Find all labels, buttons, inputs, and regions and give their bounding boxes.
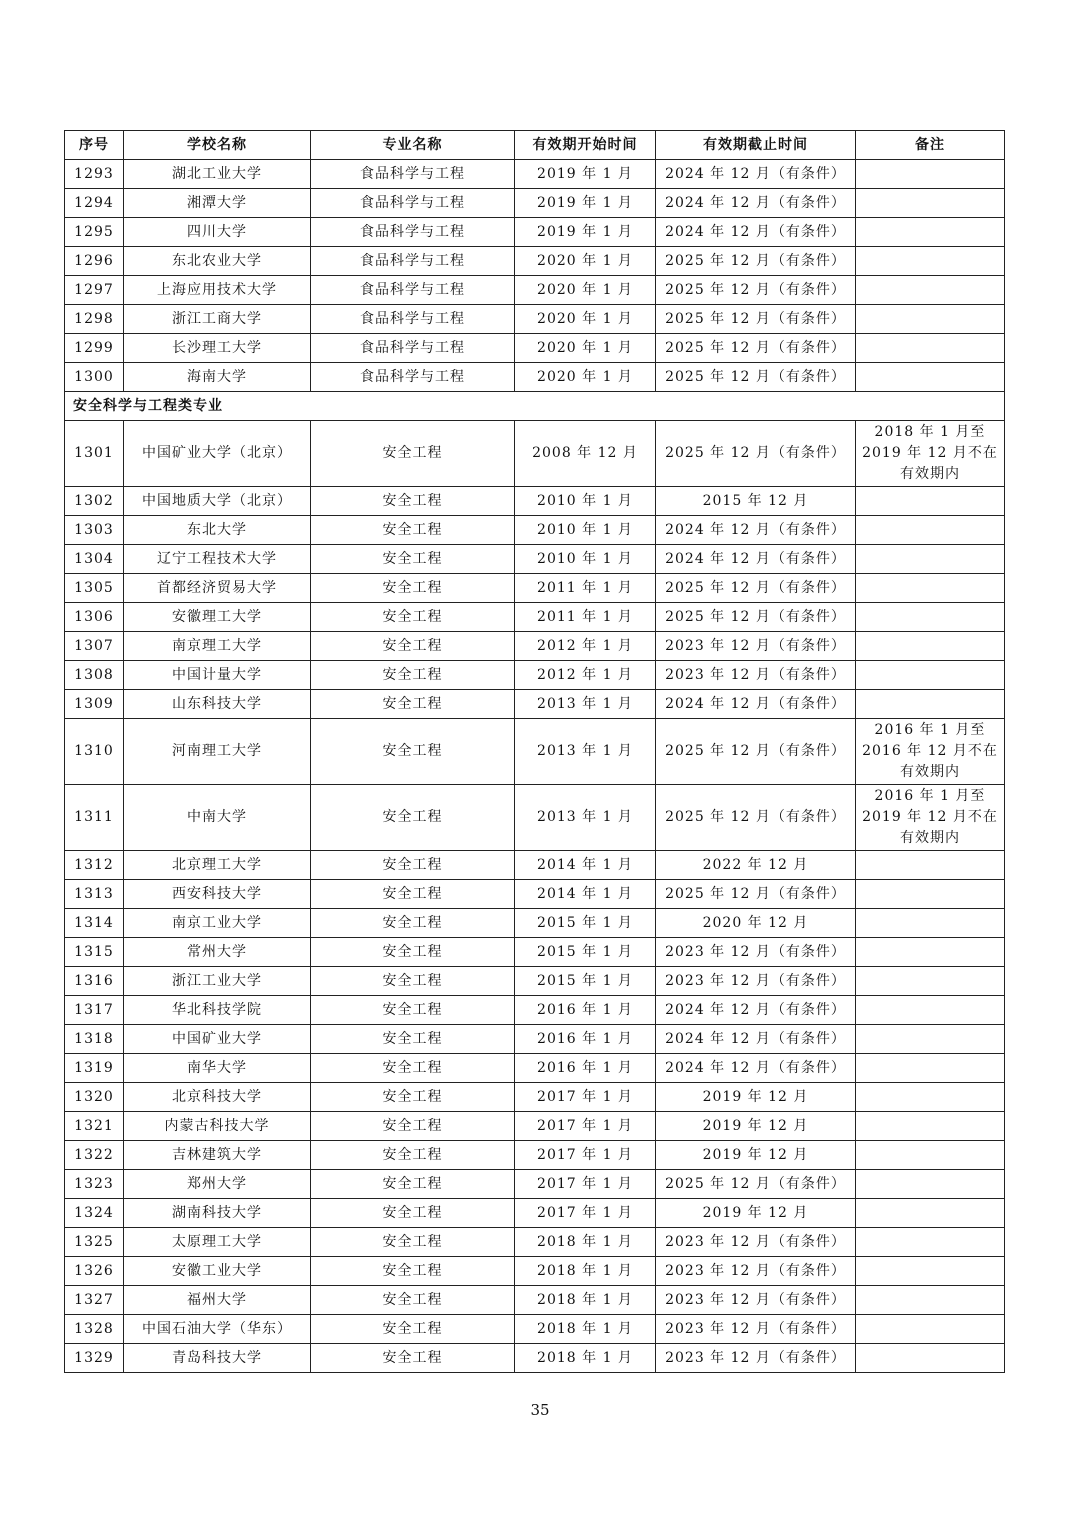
cell-major: 安全工程 bbox=[311, 1083, 515, 1112]
cell-index: 1308 bbox=[65, 661, 124, 690]
table-row bbox=[65, 218, 1005, 247]
cell-school: 西安科技大学 bbox=[124, 880, 311, 909]
cell-school: 湖北工业大学 bbox=[124, 160, 311, 189]
cell-remark bbox=[856, 487, 1005, 516]
cell-end: 2023 年 12 月（有条件） bbox=[656, 1228, 856, 1257]
cell-start: 2011 年 1 月 bbox=[515, 603, 656, 632]
cell-index: 1319 bbox=[65, 1054, 124, 1083]
cell-major: 安全工程 bbox=[311, 421, 515, 487]
cell-index: 1318 bbox=[65, 1025, 124, 1054]
cell-index: 1323 bbox=[65, 1170, 124, 1199]
page-number: 35 bbox=[530, 1401, 550, 1419]
cell-school: 海南大学 bbox=[124, 363, 311, 392]
table-row bbox=[65, 1083, 1005, 1112]
cell-index: 1300 bbox=[65, 363, 124, 392]
table-row bbox=[65, 632, 1005, 661]
cell-school: 北京理工大学 bbox=[124, 851, 311, 880]
table-row bbox=[65, 421, 1005, 487]
cell-remark bbox=[856, 1083, 1005, 1112]
table-row bbox=[65, 719, 1005, 785]
cell-remark bbox=[856, 218, 1005, 247]
table-row bbox=[65, 363, 1005, 392]
cell-index: 1303 bbox=[65, 516, 124, 545]
cell-start: 2019 年 1 月 bbox=[515, 160, 656, 189]
cell-end: 2023 年 12 月（有条件） bbox=[656, 632, 856, 661]
cell-end: 2023 年 12 月（有条件） bbox=[656, 967, 856, 996]
cell-end: 2023 年 12 月（有条件） bbox=[656, 1257, 856, 1286]
cell-index: 1317 bbox=[65, 996, 124, 1025]
table-row bbox=[65, 1344, 1005, 1373]
cell-major: 安全工程 bbox=[311, 603, 515, 632]
cell-major: 安全工程 bbox=[311, 967, 515, 996]
table-row bbox=[65, 967, 1005, 996]
cell-end: 2024 年 12 月（有条件） bbox=[656, 160, 856, 189]
cell-start: 2010 年 1 月 bbox=[515, 545, 656, 574]
cell-school: 湘潭大学 bbox=[124, 189, 311, 218]
table-row bbox=[65, 276, 1005, 305]
cell-index: 1298 bbox=[65, 305, 124, 334]
cell-major: 安全工程 bbox=[311, 851, 515, 880]
header-start: 有效期开始时间 bbox=[515, 131, 656, 160]
header-index: 序号 bbox=[65, 131, 124, 160]
cell-index: 1328 bbox=[65, 1315, 124, 1344]
cell-start: 2016 年 1 月 bbox=[515, 996, 656, 1025]
table-row bbox=[65, 487, 1005, 516]
cell-major: 安全工程 bbox=[311, 690, 515, 719]
cell-end: 2025 年 12 月（有条件） bbox=[656, 719, 856, 785]
cell-school: 福州大学 bbox=[124, 1286, 311, 1315]
cell-start: 2018 年 1 月 bbox=[515, 1228, 656, 1257]
table-header-row bbox=[65, 131, 1005, 160]
cell-remark bbox=[856, 1025, 1005, 1054]
cell-school: 北京科技大学 bbox=[124, 1083, 311, 1112]
cell-remark bbox=[856, 1112, 1005, 1141]
cell-major: 安全工程 bbox=[311, 880, 515, 909]
cell-start: 2017 年 1 月 bbox=[515, 1083, 656, 1112]
cell-major: 安全工程 bbox=[311, 574, 515, 603]
cell-index: 1320 bbox=[65, 1083, 124, 1112]
cell-index: 1327 bbox=[65, 1286, 124, 1315]
table-row bbox=[65, 880, 1005, 909]
cell-start: 2020 年 1 月 bbox=[515, 305, 656, 334]
table-row bbox=[65, 1170, 1005, 1199]
cell-end: 2022 年 12 月 bbox=[656, 851, 856, 880]
cell-end: 2025 年 12 月（有条件） bbox=[656, 363, 856, 392]
cell-index: 1302 bbox=[65, 487, 124, 516]
cell-major: 安全工程 bbox=[311, 1228, 515, 1257]
cell-major: 安全工程 bbox=[311, 545, 515, 574]
header-major: 专业名称 bbox=[311, 131, 515, 160]
cell-remark bbox=[856, 516, 1005, 545]
cell-remark: 2016 年 1 月至 2019 年 12 月不在有效期内 bbox=[856, 785, 1005, 851]
cell-major: 食品科学与工程 bbox=[311, 160, 515, 189]
cell-end: 2019 年 12 月 bbox=[656, 1083, 856, 1112]
cell-major: 安全工程 bbox=[311, 1344, 515, 1373]
cell-major: 食品科学与工程 bbox=[311, 189, 515, 218]
cell-remark bbox=[856, 1344, 1005, 1373]
table-row bbox=[65, 160, 1005, 189]
cell-end: 2025 年 12 月（有条件） bbox=[656, 247, 856, 276]
cell-major: 安全工程 bbox=[311, 1054, 515, 1083]
cell-end: 2024 年 12 月（有条件） bbox=[656, 218, 856, 247]
cell-major: 安全工程 bbox=[311, 785, 515, 851]
cell-end: 2025 年 12 月（有条件） bbox=[656, 1170, 856, 1199]
cell-remark bbox=[856, 189, 1005, 218]
cell-index: 1312 bbox=[65, 851, 124, 880]
cell-school: 河南理工大学 bbox=[124, 719, 311, 785]
cell-remark bbox=[856, 603, 1005, 632]
cell-remark bbox=[856, 880, 1005, 909]
cell-school: 浙江工业大学 bbox=[124, 967, 311, 996]
cell-start: 2016 年 1 月 bbox=[515, 1054, 656, 1083]
cell-end: 2023 年 12 月（有条件） bbox=[656, 938, 856, 967]
cell-end: 2015 年 12 月 bbox=[656, 487, 856, 516]
cell-start: 2013 年 1 月 bbox=[515, 719, 656, 785]
safety-engineering-rows bbox=[65, 421, 1005, 1373]
cell-end: 2023 年 12 月（有条件） bbox=[656, 661, 856, 690]
table-row bbox=[65, 545, 1005, 574]
cell-start: 2010 年 1 月 bbox=[515, 487, 656, 516]
cell-start: 2017 年 1 月 bbox=[515, 1199, 656, 1228]
cell-start: 2020 年 1 月 bbox=[515, 276, 656, 305]
cell-major: 安全工程 bbox=[311, 1199, 515, 1228]
cell-remark bbox=[856, 1199, 1005, 1228]
cell-end: 2020 年 12 月 bbox=[656, 909, 856, 938]
cell-major: 安全工程 bbox=[311, 1286, 515, 1315]
cell-school: 四川大学 bbox=[124, 218, 311, 247]
cell-major: 安全工程 bbox=[311, 1170, 515, 1199]
cell-remark bbox=[856, 574, 1005, 603]
cell-school: 东北大学 bbox=[124, 516, 311, 545]
cell-school: 长沙理工大学 bbox=[124, 334, 311, 363]
cell-school: 郑州大学 bbox=[124, 1170, 311, 1199]
cell-index: 1310 bbox=[65, 719, 124, 785]
cell-end: 2024 年 12 月（有条件） bbox=[656, 1054, 856, 1083]
table-row bbox=[65, 1286, 1005, 1315]
cell-end: 2023 年 12 月（有条件） bbox=[656, 1315, 856, 1344]
cell-school: 首都经济贸易大学 bbox=[124, 574, 311, 603]
cell-school: 浙江工商大学 bbox=[124, 305, 311, 334]
cell-remark bbox=[856, 1286, 1005, 1315]
cell-start: 2008 年 12 月 bbox=[515, 421, 656, 487]
section-title: 安全科学与工程类专业 bbox=[65, 392, 1005, 421]
cell-major: 食品科学与工程 bbox=[311, 247, 515, 276]
cell-end: 2019 年 12 月 bbox=[656, 1199, 856, 1228]
cell-start: 2016 年 1 月 bbox=[515, 1025, 656, 1054]
table-row bbox=[65, 690, 1005, 719]
cell-school: 南京理工大学 bbox=[124, 632, 311, 661]
table-row bbox=[65, 189, 1005, 218]
table-row bbox=[65, 1025, 1005, 1054]
cell-remark bbox=[856, 1257, 1005, 1286]
cell-school: 青岛科技大学 bbox=[124, 1344, 311, 1373]
cell-school: 中国矿业大学（北京） bbox=[124, 421, 311, 487]
cell-major: 安全工程 bbox=[311, 632, 515, 661]
cell-index: 1296 bbox=[65, 247, 124, 276]
table-row bbox=[65, 1228, 1005, 1257]
cell-school: 南京工业大学 bbox=[124, 909, 311, 938]
cell-start: 2011 年 1 月 bbox=[515, 574, 656, 603]
cell-start: 2017 年 1 月 bbox=[515, 1170, 656, 1199]
cell-remark bbox=[856, 996, 1005, 1025]
cell-end: 2024 年 12 月（有条件） bbox=[656, 516, 856, 545]
cell-end: 2025 年 12 月（有条件） bbox=[656, 880, 856, 909]
table-row bbox=[65, 305, 1005, 334]
cell-major: 安全工程 bbox=[311, 996, 515, 1025]
cell-start: 2012 年 1 月 bbox=[515, 632, 656, 661]
cell-index: 1324 bbox=[65, 1199, 124, 1228]
cell-end: 2025 年 12 月（有条件） bbox=[656, 785, 856, 851]
food-science-rows bbox=[65, 160, 1005, 392]
cell-remark bbox=[856, 1228, 1005, 1257]
cell-start: 2010 年 1 月 bbox=[515, 516, 656, 545]
section-header-row bbox=[65, 392, 1005, 421]
cell-remark bbox=[856, 632, 1005, 661]
cell-remark bbox=[856, 661, 1005, 690]
cell-start: 2018 年 1 月 bbox=[515, 1344, 656, 1373]
table-row bbox=[65, 1315, 1005, 1344]
cell-index: 1301 bbox=[65, 421, 124, 487]
cell-remark bbox=[856, 1315, 1005, 1344]
cell-index: 1321 bbox=[65, 1112, 124, 1141]
table-row bbox=[65, 247, 1005, 276]
cell-index: 1293 bbox=[65, 160, 124, 189]
table-row bbox=[65, 851, 1005, 880]
cell-remark: 2018 年 1 月至 2019 年 12 月不在有效期内 bbox=[856, 421, 1005, 487]
cell-index: 1316 bbox=[65, 967, 124, 996]
header-school: 学校名称 bbox=[124, 131, 311, 160]
cell-major: 安全工程 bbox=[311, 487, 515, 516]
cell-school: 太原理工大学 bbox=[124, 1228, 311, 1257]
cell-start: 2018 年 1 月 bbox=[515, 1286, 656, 1315]
accreditation-table bbox=[64, 130, 1005, 1373]
table-row bbox=[65, 785, 1005, 851]
table-row bbox=[65, 661, 1005, 690]
cell-school: 上海应用技术大学 bbox=[124, 276, 311, 305]
cell-major: 安全工程 bbox=[311, 909, 515, 938]
cell-index: 1325 bbox=[65, 1228, 124, 1257]
cell-school: 中国石油大学（华东） bbox=[124, 1315, 311, 1344]
cell-start: 2015 年 1 月 bbox=[515, 909, 656, 938]
cell-major: 安全工程 bbox=[311, 516, 515, 545]
cell-remark bbox=[856, 363, 1005, 392]
cell-school: 山东科技大学 bbox=[124, 690, 311, 719]
cell-remark bbox=[856, 690, 1005, 719]
cell-remark bbox=[856, 1141, 1005, 1170]
cell-school: 中南大学 bbox=[124, 785, 311, 851]
cell-end: 2024 年 12 月（有条件） bbox=[656, 690, 856, 719]
cell-school: 东北农业大学 bbox=[124, 247, 311, 276]
table-row bbox=[65, 574, 1005, 603]
table-row bbox=[65, 909, 1005, 938]
cell-school: 华北科技学院 bbox=[124, 996, 311, 1025]
cell-end: 2024 年 12 月（有条件） bbox=[656, 545, 856, 574]
cell-remark bbox=[856, 545, 1005, 574]
cell-school: 辽宁工程技术大学 bbox=[124, 545, 311, 574]
cell-end: 2024 年 12 月（有条件） bbox=[656, 1025, 856, 1054]
cell-index: 1299 bbox=[65, 334, 124, 363]
cell-index: 1295 bbox=[65, 218, 124, 247]
cell-index: 1311 bbox=[65, 785, 124, 851]
cell-start: 2017 年 1 月 bbox=[515, 1112, 656, 1141]
cell-end: 2025 年 12 月（有条件） bbox=[656, 334, 856, 363]
cell-index: 1326 bbox=[65, 1257, 124, 1286]
cell-end: 2023 年 12 月（有条件） bbox=[656, 1286, 856, 1315]
cell-remark bbox=[856, 247, 1005, 276]
cell-start: 2020 年 1 月 bbox=[515, 363, 656, 392]
cell-major: 食品科学与工程 bbox=[311, 363, 515, 392]
cell-end: 2024 年 12 月（有条件） bbox=[656, 996, 856, 1025]
cell-remark bbox=[856, 967, 1005, 996]
cell-index: 1307 bbox=[65, 632, 124, 661]
cell-school: 安徽理工大学 bbox=[124, 603, 311, 632]
cell-start: 2017 年 1 月 bbox=[515, 1141, 656, 1170]
cell-index: 1304 bbox=[65, 545, 124, 574]
table-row bbox=[65, 1141, 1005, 1170]
cell-remark bbox=[856, 276, 1005, 305]
cell-index: 1306 bbox=[65, 603, 124, 632]
table-row bbox=[65, 1257, 1005, 1286]
table-row bbox=[65, 516, 1005, 545]
cell-major: 食品科学与工程 bbox=[311, 334, 515, 363]
cell-index: 1322 bbox=[65, 1141, 124, 1170]
cell-end: 2025 年 12 月（有条件） bbox=[656, 603, 856, 632]
cell-major: 安全工程 bbox=[311, 719, 515, 785]
cell-start: 2014 年 1 月 bbox=[515, 851, 656, 880]
table-row bbox=[65, 1112, 1005, 1141]
cell-end: 2019 年 12 月 bbox=[656, 1141, 856, 1170]
cell-major: 安全工程 bbox=[311, 661, 515, 690]
table-row bbox=[65, 1199, 1005, 1228]
cell-major: 安全工程 bbox=[311, 938, 515, 967]
cell-end: 2019 年 12 月 bbox=[656, 1112, 856, 1141]
cell-start: 2015 年 1 月 bbox=[515, 938, 656, 967]
cell-school: 中国计量大学 bbox=[124, 661, 311, 690]
cell-school: 吉林建筑大学 bbox=[124, 1141, 311, 1170]
cell-start: 2013 年 1 月 bbox=[515, 690, 656, 719]
cell-major: 安全工程 bbox=[311, 1141, 515, 1170]
cell-end: 2024 年 12 月（有条件） bbox=[656, 189, 856, 218]
cell-start: 2020 年 1 月 bbox=[515, 334, 656, 363]
cell-school: 中国地质大学（北京） bbox=[124, 487, 311, 516]
table-row bbox=[65, 996, 1005, 1025]
table-row bbox=[65, 603, 1005, 632]
cell-school: 常州大学 bbox=[124, 938, 311, 967]
cell-end: 2025 年 12 月（有条件） bbox=[656, 574, 856, 603]
cell-start: 2015 年 1 月 bbox=[515, 967, 656, 996]
cell-index: 1294 bbox=[65, 189, 124, 218]
cell-index: 1297 bbox=[65, 276, 124, 305]
cell-end: 2025 年 12 月（有条件） bbox=[656, 421, 856, 487]
cell-major: 食品科学与工程 bbox=[311, 305, 515, 334]
cell-end: 2023 年 12 月（有条件） bbox=[656, 1344, 856, 1373]
cell-remark bbox=[856, 1170, 1005, 1199]
cell-major: 安全工程 bbox=[311, 1112, 515, 1141]
cell-index: 1329 bbox=[65, 1344, 124, 1373]
cell-remark bbox=[856, 851, 1005, 880]
cell-end: 2025 年 12 月（有条件） bbox=[656, 276, 856, 305]
cell-school: 湖南科技大学 bbox=[124, 1199, 311, 1228]
table-row bbox=[65, 1054, 1005, 1083]
table-row bbox=[65, 938, 1005, 967]
cell-major: 食品科学与工程 bbox=[311, 276, 515, 305]
header-remark: 备注 bbox=[856, 131, 1005, 160]
cell-remark bbox=[856, 909, 1005, 938]
cell-major: 安全工程 bbox=[311, 1315, 515, 1344]
cell-start: 2020 年 1 月 bbox=[515, 247, 656, 276]
cell-remark bbox=[856, 938, 1005, 967]
cell-remark bbox=[856, 305, 1005, 334]
cell-start: 2018 年 1 月 bbox=[515, 1257, 656, 1286]
cell-school: 南华大学 bbox=[124, 1054, 311, 1083]
cell-index: 1313 bbox=[65, 880, 124, 909]
cell-index: 1314 bbox=[65, 909, 124, 938]
cell-remark bbox=[856, 1054, 1005, 1083]
cell-start: 2019 年 1 月 bbox=[515, 218, 656, 247]
table-row bbox=[65, 334, 1005, 363]
cell-index: 1309 bbox=[65, 690, 124, 719]
section-block bbox=[65, 392, 1005, 421]
cell-school: 安徽工业大学 bbox=[124, 1257, 311, 1286]
cell-remark: 2016 年 1 月至 2016 年 12 月不在有效期内 bbox=[856, 719, 1005, 785]
cell-start: 2018 年 1 月 bbox=[515, 1315, 656, 1344]
cell-start: 2019 年 1 月 bbox=[515, 189, 656, 218]
cell-index: 1305 bbox=[65, 574, 124, 603]
cell-remark bbox=[856, 160, 1005, 189]
cell-school: 内蒙古科技大学 bbox=[124, 1112, 311, 1141]
cell-start: 2013 年 1 月 bbox=[515, 785, 656, 851]
cell-major: 安全工程 bbox=[311, 1025, 515, 1054]
cell-start: 2014 年 1 月 bbox=[515, 880, 656, 909]
header-end: 有效期截止时间 bbox=[656, 131, 856, 160]
cell-index: 1315 bbox=[65, 938, 124, 967]
cell-start: 2012 年 1 月 bbox=[515, 661, 656, 690]
cell-school: 中国矿业大学 bbox=[124, 1025, 311, 1054]
cell-end: 2025 年 12 月（有条件） bbox=[656, 305, 856, 334]
cell-major: 安全工程 bbox=[311, 1257, 515, 1286]
cell-remark bbox=[856, 334, 1005, 363]
cell-major: 食品科学与工程 bbox=[311, 218, 515, 247]
